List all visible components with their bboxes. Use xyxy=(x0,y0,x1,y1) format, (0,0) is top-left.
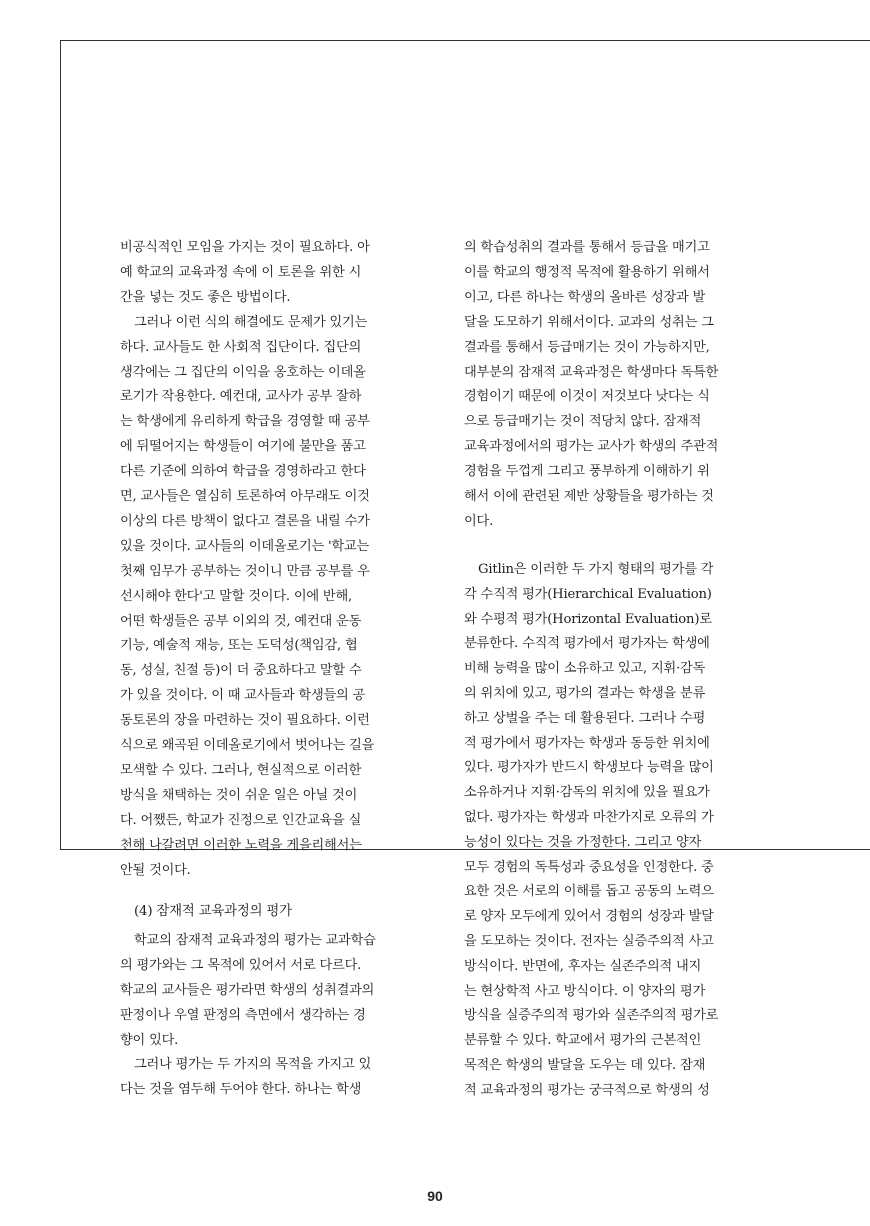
right-column-text-line: 의 학습성취의 결과를 통해서 등급을 매기고 xyxy=(464,240,710,255)
right-column-text-line: 방식을 실증주의적 평가와 실존주의적 평가로 xyxy=(464,1008,719,1024)
right-column-text-line: 와 수평적 평가(Horizontal Evaluation)로 xyxy=(464,611,712,627)
right-column-text-line: 없다. 평가자는 학생과 마찬가지로 오류의 가 xyxy=(464,810,714,825)
left-column-text-line: 향이 있다. xyxy=(120,1032,179,1048)
right-column-text-line: 각 수직적 평가(Hierarchical Evaluation) xyxy=(464,586,712,602)
left-column-text-line: 안될 것이다. xyxy=(120,862,191,878)
left-column-text-line: 면, 교사들은 열심히 토론하여 아무래도 이것 xyxy=(120,489,370,504)
left-column-text-line: 학교의 잠재적 교육과정의 평가는 교과학습 xyxy=(134,932,376,948)
left-column-text-line: 다는 것을 염두해 두어야 한다. 하나는 학생 xyxy=(120,1082,362,1098)
left-column-text-line: 어떤 학생들은 공부 이외의 것, 예컨대 운동 xyxy=(120,613,362,629)
right-column-text-line: 의 위치에 있고, 평가의 결과는 학생을 분류 xyxy=(464,686,706,701)
right-column-text-line: 능성이 있다는 것을 가정한다. 그리고 양자 xyxy=(464,834,702,850)
right-column-text-line: 교육과정에서의 평가는 교사가 학생의 주관적 xyxy=(464,439,719,455)
left-column-text-line: 기능, 예술적 재능, 또는 도덕성(책임감, 협 xyxy=(120,638,358,654)
right-column-text-line: 있다. 평가자가 반드시 학생보다 능력을 많이 xyxy=(464,760,714,776)
right-column-text-line: 방식이다. 반면에, 후자는 실존주의적 내지 xyxy=(464,958,702,974)
left-column-text-line: (4) 잠재적 교육과정의 평가 xyxy=(134,904,292,919)
right-column-text-line: 을 도모하는 것이다. 전자는 실증주의적 사고 xyxy=(464,934,714,949)
right-column-text-line: 이를 학교의 행정적 목적에 활용하기 위해서 xyxy=(464,264,710,280)
right-column-text-line: 해서 이에 관련된 제반 상황들을 평가하는 것 xyxy=(464,489,714,504)
right-column-text-line: 결과를 통해서 등급매기는 것이 가능하지만, xyxy=(464,339,710,355)
left-column-text-line: 천해 나갈려면 이러한 노력을 게을리해서는 xyxy=(120,837,362,853)
right-column-text-line: 비해 능력을 많이 소유하고 있고, 지휘·감독 xyxy=(464,661,706,677)
left-column-text-line: 그러나 이런 식의 해결에도 문제가 있기는 xyxy=(134,314,368,330)
right-column-text-line: 하고 상벌을 주는 데 활용된다. 그러나 수평 xyxy=(464,710,706,726)
left-column-text-line: 첫째 임무가 공부하는 것이니 만큼 공부를 우 xyxy=(120,563,370,579)
right-column-text-line: 경험을 두껍게 그리고 풍부하게 이해하기 위 xyxy=(464,464,710,480)
left-column-text-line: 판정이나 우열 판정의 측면에서 생각하는 경 xyxy=(120,1007,366,1023)
right-column-text-line: 는 현상학적 사고 방식이다. 이 양자의 평가 xyxy=(464,983,706,999)
left-column-text-line: 간을 넣는 것도 좋은 방법이다. xyxy=(120,289,291,305)
left-column-text-line: 그러나 평가는 두 가지의 목적을 가지고 있 xyxy=(134,1057,372,1073)
left-column-text-line: 의 평가와는 그 목적에 있어서 서로 다르다. xyxy=(120,957,362,973)
left-column-text-line: 있을 것이다. 교사들의 이데올로기는 '학교는 xyxy=(120,538,370,554)
left-column-text-line: 하다. 교사들도 한 사회적 집단이다. 집단의 xyxy=(120,339,362,355)
right-column-text-line: 분류할 수 있다. 학교에서 평가의 근본적인 xyxy=(464,1033,702,1049)
left-column-text-line: 는 학생에게 유리하게 학급을 경영할 때 공부 xyxy=(120,414,370,430)
right-column-text-line: 소유하거나 지휘·감독의 위치에 있을 필요가 xyxy=(464,785,710,801)
left-column-text-line: 다. 어쨌든, 학교가 진정으로 인간교육을 실 xyxy=(120,812,362,828)
right-column-text-line: 으로 등급매기는 것이 적당치 않다. 잠재적 xyxy=(464,414,702,430)
right-column-text-line: 로 양자 모두에게 있어서 경험의 성장과 발달 xyxy=(464,909,714,925)
right-column-text-line: 분류한다. 수직적 평가에서 평가자는 학생에 xyxy=(464,636,710,652)
right-column-text-line: Gitlin은 이러한 두 가지 형태의 평가를 각 xyxy=(478,562,714,577)
left-column-text-line: 에 뒤떨어지는 학생들이 여기에 불만을 품고 xyxy=(120,439,366,455)
right-column-text-line: 대부분의 잠재적 교육과정은 학생마다 독특한 xyxy=(464,364,719,380)
right-column-text-line: 적 평가에서 평가자는 학생과 동등한 위치에 xyxy=(464,735,710,751)
right-column-text-line: 적 교육과정의 평가는 궁극적으로 학생의 성 xyxy=(464,1082,710,1098)
left-column-text-line: 로기가 작용한다. 예컨대, 교사가 공부 잘하 xyxy=(120,389,362,405)
left-column-text-line: 다른 기준에 의하여 학급을 경영하라고 한다 xyxy=(120,464,366,480)
left-column-text-line: 생각에는 그 집단의 이익을 옹호하는 이데올 xyxy=(120,364,366,380)
left-column-text-line: 예 학교의 교육과정 속에 이 토론을 위한 시 xyxy=(120,264,362,280)
left-column-text-line: 비공식적인 모임을 가지는 것이 필요하다. 아 xyxy=(120,240,370,255)
left-column-text-line: 학교의 교사들은 평가라면 학생의 성취결과의 xyxy=(120,982,375,998)
right-column-text-line: 달을 도모하기 위해서이다. 교과의 성취는 그 xyxy=(464,314,714,330)
left-column-text-line: 방식을 채택하는 것이 쉬운 일은 아닐 것이 xyxy=(120,787,358,803)
right-column-text-line: 목적은 학생의 발달을 도우는 데 있다. 잠재 xyxy=(464,1058,706,1073)
left-column-text-line: 선시해야 한다'고 말할 것이다. 이에 반해, xyxy=(120,588,352,604)
left-column-text-line: 가 있을 것이다. 이 때 교사들과 학생들의 공 xyxy=(120,688,366,704)
right-column-text-line: 모두 경험의 독특성과 중요성을 인정한다. 중 xyxy=(464,859,714,875)
left-column-text-line: 모색할 수 있다. 그러나, 현실적으로 이러한 xyxy=(120,762,362,778)
page-number: 90 xyxy=(427,1188,443,1204)
left-column-text-line: 이상의 다른 방책이 없다고 결론을 내릴 수가 xyxy=(120,513,370,529)
left-column-text-line: 동토론의 장을 마련하는 것이 필요하다. 이런 xyxy=(120,713,370,729)
left-column-text-line: 식으로 왜곡된 이데올로기에서 벗어나는 길을 xyxy=(120,738,375,753)
right-column-text-line: 이고, 다른 하나는 학생의 올바른 성장과 발 xyxy=(464,289,706,305)
right-column-text-line: 요한 것은 서로의 이해를 돕고 공동의 노력으 xyxy=(464,884,714,900)
left-column-text-line: 동, 성실, 친절 등)이 더 중요하다고 말할 수 xyxy=(120,663,362,679)
right-column-text-line: 경험이기 때문에 이것이 저것보다 낫다는 식 xyxy=(464,389,710,405)
right-column-text-line: 이다. xyxy=(464,513,494,529)
